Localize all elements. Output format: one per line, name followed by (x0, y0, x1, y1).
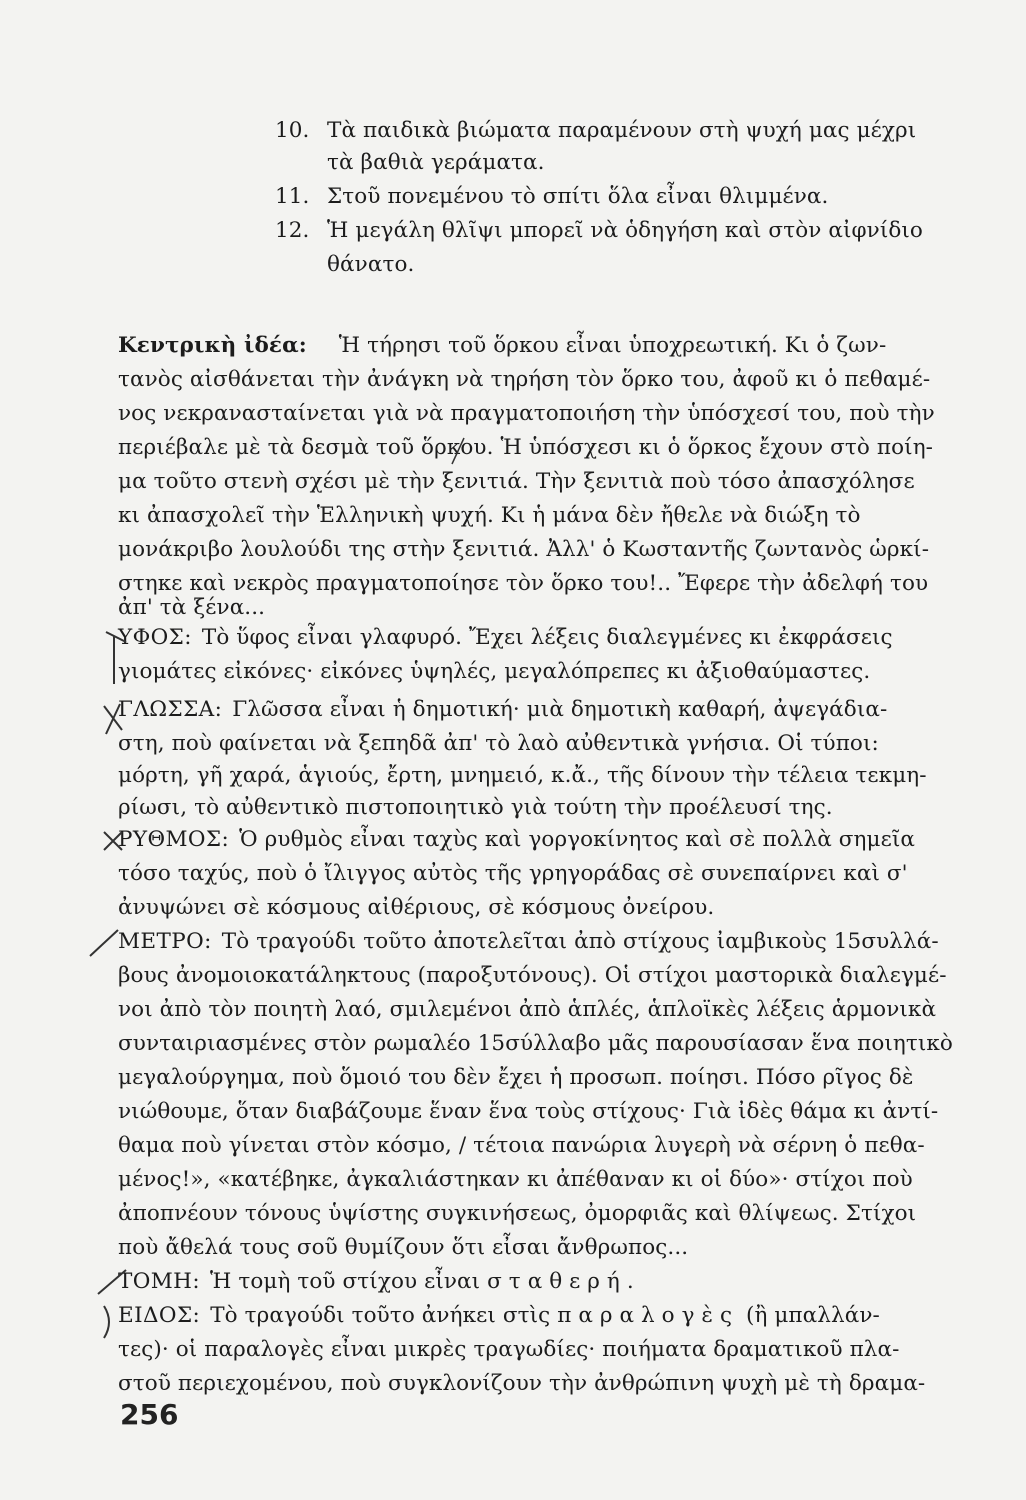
page-number: 256 (120, 1398, 179, 1431)
genre-emphasis: παραλογὲς (557, 1303, 740, 1328)
central-idea-line: νος νεκρανασταίνεται γιὰ νὰ πραγματοποιήση τὴν ὑπόσχεσί του, ποὺ τὴν (118, 401, 935, 426)
central-idea-line: στηκε καὶ νεκρὸς πραγματοποίησε τὸν ὅρκο του!.. Ἔφερε τὴν ἀδελφή του (118, 571, 929, 596)
caesura-label: ΤΟΜΗ: (118, 1269, 200, 1294)
margin-slash-mark (86, 924, 122, 960)
caesura-emphasis: σταθερή. (487, 1269, 641, 1294)
genre-label: ΕΙΔΟΣ: (118, 1303, 201, 1328)
meter-label: ΜΕΤΡΟ: (118, 929, 212, 954)
meter-section-line: μεγαλούργημα, ποὺ ὅμοιό του δὲν ἔχει ἡ προσωπ. ποίησι. Πόσο ρῖγος δὲ (118, 1065, 914, 1090)
margin-cross-mark (100, 828, 126, 854)
item-11-line-1: 11. Στοῦ πονεμένου τὸ σπίτι ὅλα εἶναι θλιμμένα. (275, 184, 829, 209)
meter-section-line: ἀποπνέουν τόνους ὑψίστης συγκινήσεως, ὀμορφιᾶς καὶ θλίψεως. Στίχοι (118, 1201, 917, 1226)
inline-slash-mark (448, 436, 468, 466)
margin-tick-mark (100, 628, 130, 688)
language-section-line: μόρτη, γῆ χαρά, ἁγιούς, ἔρτη, μνημειό, κ.ἄ., τῆς δίνουν τὴν τέλεια τεκμη- (118, 763, 927, 788)
meter-section-line: βους ἀνομοιοκατάληκτους (παροξυτόνους). Οἱ στίχοι μαστορικὰ διαλεγμέ- (118, 963, 947, 988)
language-section-line-1: ΓΛΩΣΣΑ: Γλῶσσα εἶναι ἡ δημοτική· μιὰ δημοτικὴ καθαρή, ἀψεγάδια- (118, 697, 888, 722)
item-10-line-2: τὰ βαθιὰ γεράματα. (327, 150, 545, 175)
central-idea-line: κι ἀπασχολεῖ τὴν Ἑλληνικὴ ψυχή. Κι ἡ μάνα δὲν ἤθελε νὰ διώξη τὸ (118, 503, 861, 528)
meter-section-line: συνταιριασμένες στὸν ρωμαλέο 15σύλλαβο μᾶς παρουσίασαν ἕνα ποιητικὸ (118, 1031, 953, 1056)
meter-section-line: θαμα ποὺ γίνεται στὸν κόσμο, / τέτοια πανώρια λυγερὴ νὰ σέρνη ὁ πεθα- (118, 1133, 925, 1158)
central-idea-label: Κεντρικὴ ἰδέα: (118, 333, 307, 358)
meter-section-line-1: ΜΕΤΡΟ: Τὸ τραγούδι τοῦτο ἀποτελεῖται ἀπὸ στίχους ἰαμβικοὺς 15συλλά- (118, 929, 939, 954)
rhythm-section-line: ἀνυψώνει σὲ κόσμους αἰθέριους, σὲ κόσμους ὀνείρου. (118, 895, 715, 920)
style-section-line-1: ΥΦΟΣ: Τὸ ὕφος εἶναι γλαφυρό. Ἔχει λέξεις διαλεγμένες κι ἐκφράσεις (118, 625, 893, 650)
central-idea-line: τανὸς αἰσθάνεται τὴν ἀνάγκη νὰ τηρήση τὸν ὅρκο του, ἀφοῦ κι ὁ πεθαμέ- (118, 367, 931, 392)
item-10-line-1: 10. Τὰ παιδικὰ βιώματα παραμένουν στὴ ψυχή μας μέχρι (275, 118, 917, 143)
margin-cross-mark (100, 700, 126, 740)
central-idea-line: περιέβαλε μὲ τὰ δεσμὰ τοῦ ὅρκου. Ἡ ὑπόσχεσι κι ὁ ὅρκος ἔχουν στὸ ποίη- (118, 435, 934, 460)
central-idea-line-1: Κεντρικὴ ἰδέα: Ἡ τήρησι τοῦ ὅρκου εἶναι ὑποχρεωτική. Κι ὁ ζων- (118, 333, 887, 358)
meter-section-line: μένος!», «κατέβηκε, ἀγκαλιάστηκαν κι ἀπέθαναν κι οἱ δύο»· στίχοι ποὺ (118, 1167, 913, 1192)
central-idea-line: μονάκριβο λουλούδι της στὴν ξενιτιά. Ἀλλ' ὁ Κωσταντῆς ζωντανὸς ὡρκί- (118, 537, 930, 562)
caesura-section-line-1: ΤΟΜΗ: Ἡ τομὴ τοῦ στίχου εἶναι σταθερή. (118, 1269, 641, 1294)
genre-section-line-1: ΕΙΔΟΣ: Τὸ τραγούδι τοῦτο ἀνήκει στὶς παραλογὲς (ἢ μπαλλάν- (118, 1303, 880, 1328)
language-section-line: ρίωσι, τὸ αὐθεντικὸ πιστοποιητικὸ γιὰ τούτη τὴν προέλευσί της. (118, 795, 833, 820)
item-12-line-2: θάνατο. (327, 252, 415, 277)
rhythm-section-line: τόσο ταχύς, ποὺ ὁ ἴλιγγος αὐτὸς τῆς γρηγοράδας σὲ συνεπαίρνει καὶ σ' (118, 861, 908, 886)
genre-section-line: στοῦ περιεχομένου, ποὺ συγκλονίζουν τὴν ἀνθρώπινη ψυχὴ μὲ τὴ δραμα- (118, 1371, 926, 1396)
style-label: ΥΦΟΣ: (118, 625, 192, 650)
meter-section-line: νοι ἀπὸ τὸν ποιητὴ λαό, σμιλεμένοι ἀπὸ ἁπλές, ἁπλοϊκὲς λέξεις ἁρμονικὰ (118, 997, 937, 1022)
margin-bracket-mark (100, 1302, 116, 1342)
genre-section-line: τες)· οἱ παραλογὲς εἶναι μικρὲς τραγωδίες· ποιήματα δραματικοῦ πλα- (118, 1337, 900, 1362)
language-label: ΓΛΩΣΣΑ: (118, 697, 223, 722)
meter-section-line: ποὺ ἄθελά τους σοῦ θυμίζουν ὅτι εἶσαι ἄνθρωπος... (118, 1235, 689, 1260)
meter-section-line: νιώθουμε, ὅταν διαβάζουμε ἕναν ἕνα τοὺς στίχους· Γιὰ ἰδὲς θάμα κι ἀντί- (118, 1099, 939, 1124)
rhythm-label: ΡΥΘΜΟΣ: (118, 827, 230, 852)
margin-slash-mark (94, 1262, 130, 1298)
central-idea-line: μα τοῦτο στενὴ σχέσι μὲ τὴν ξενιτιά. Τὴν ξενιτιὰ ποὺ τόσο ἀπασχόλησε (118, 469, 915, 494)
style-section-line: γιομάτες εἰκόνες· εἰκόνες ὑψηλές, μεγαλόπρεπες κι ἀξιοθαύμαστες. (118, 659, 871, 684)
language-section-line: στη, ποὺ φαίνεται νὰ ξεπηδᾶ ἀπ' τὸ λαὸ αὐθεντικὰ γνήσια. Οἱ τύποι: (118, 731, 879, 756)
central-idea-line: ἀπ' τὰ ξένα... (118, 595, 266, 620)
item-12-line-1: 12. Ἡ μεγάλη θλῖψι μπορεῖ νὰ ὁδηγήση καὶ στὸν αἰφνίδιο (275, 218, 923, 243)
rhythm-section-line-1: ΡΥΘΜΟΣ: Ὁ ρυθμὸς εἶναι ταχὺς καὶ γοργοκίνητος καὶ σὲ πολλὰ σημεῖα (118, 827, 915, 852)
